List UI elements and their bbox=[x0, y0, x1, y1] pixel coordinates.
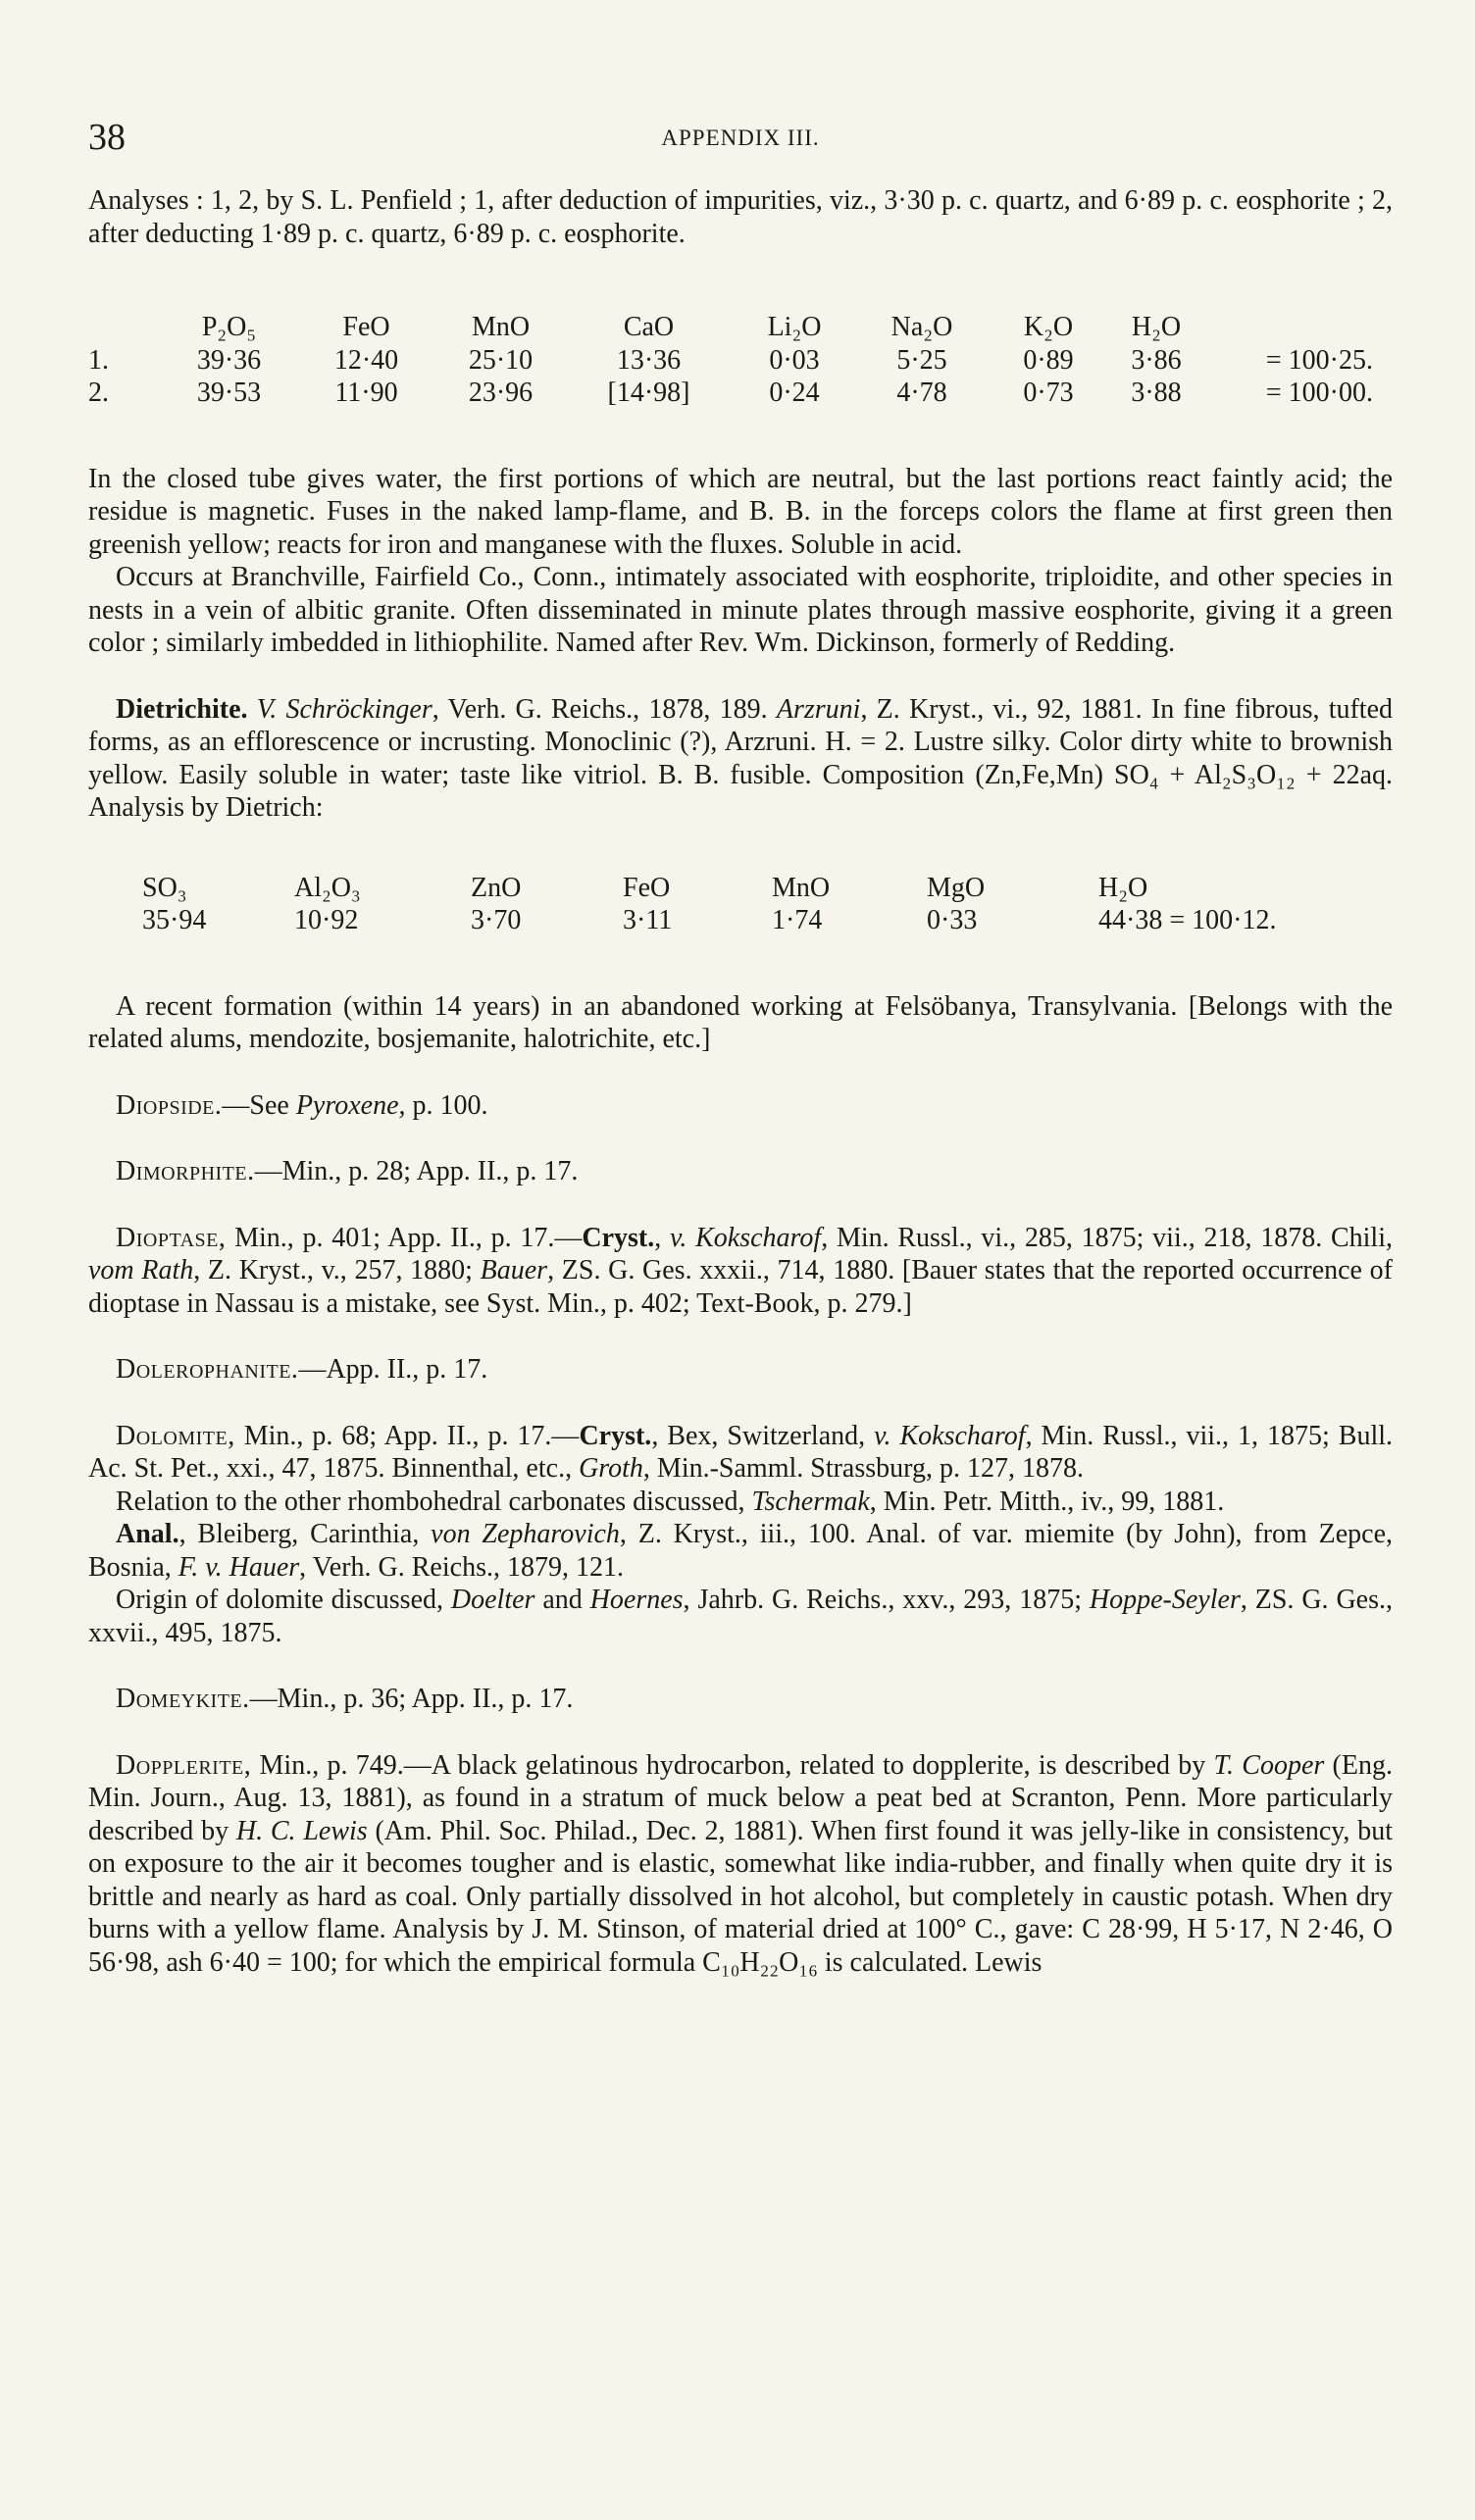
entry-diopside bbox=[88, 1089, 1393, 1123]
author-ref: Groth bbox=[579, 1453, 643, 1484]
table-cell: 35·94 bbox=[142, 905, 207, 935]
author-ref: Arzruni bbox=[776, 693, 861, 725]
entry-text: Min., p. 401; App. II., p. 17.— bbox=[226, 1222, 583, 1253]
table-cell: 23·96 bbox=[468, 378, 534, 408]
table-row bbox=[88, 377, 1373, 410]
paragraph-occurrence: Occurs at Branchville, Fairfield Co., Conn., intimately associated with eosphorite, triploidite, and other species in nests in a vein of albitic granite. Often disseminated in minute plates through massive eosphorite, giving it a green color ; similarly imbedded in lithiophilite. Named after Rev. Wm. Dickinson, formerly of Redding. bbox=[88, 562, 1393, 658]
column-header: MnO bbox=[772, 872, 831, 903]
entry-text: Min., p. 68; App. II., p. 17.— bbox=[234, 1420, 580, 1451]
author-ref: H. C. Lewis bbox=[235, 1815, 368, 1846]
entry-title: Dietrichite. bbox=[116, 693, 248, 725]
entry-text: , Bleiberg, Carinthia, bbox=[178, 1519, 432, 1549]
entry-title: Dolomite, bbox=[116, 1420, 235, 1451]
section-label: Anal. bbox=[116, 1519, 179, 1549]
dolomite-analysis bbox=[88, 1518, 1393, 1584]
author-ref: Doelter bbox=[450, 1585, 535, 1615]
entry-text: and bbox=[534, 1585, 590, 1615]
cross-reference: Pyroxene, bbox=[295, 1089, 406, 1121]
entry-text: , Min. Russl., vi., 285, 1875; vii., 218, 1878. Chili, bbox=[821, 1222, 1393, 1253]
section-label: Cryst. bbox=[582, 1222, 655, 1253]
entry-text: , Min.-Samml. Strassburg, p. 127, 1878. bbox=[642, 1453, 1084, 1484]
table-cell: 3·11 bbox=[623, 905, 673, 935]
author-ref: v. Kokscharof bbox=[874, 1420, 1026, 1451]
column-header: MgO bbox=[927, 872, 986, 903]
entry-text: Min., p. 749.—A black gelatinous hydrocarbon, related to dopplerite, is described by bbox=[251, 1749, 1214, 1781]
dolomite-origin bbox=[88, 1584, 1393, 1649]
author-ref: Bauer bbox=[480, 1255, 548, 1285]
entry-title: Dimorphite. bbox=[116, 1156, 255, 1186]
entry-text: —Min., p. 36; App. II., p. 17. bbox=[249, 1684, 574, 1714]
entry-text: , Min. Russl., vii., 1, 1875; Bull. Ac. St. Pet., xxi., 47, 1875. Binnenthal, etc., bbox=[88, 1420, 1394, 1484]
total-header bbox=[1200, 311, 1373, 344]
table-cell: 11·90 bbox=[334, 378, 398, 408]
entry-text: , Min. Petr. Mitth., iv., 99, 1881. bbox=[869, 1486, 1225, 1517]
entry-text: , Z. Kryst., iii., 100. Anal. of var. miemite (by John), from Zepce, Bosnia, bbox=[88, 1519, 1393, 1583]
table-cell: 3·86 bbox=[1131, 344, 1182, 376]
author-ref: v. Kokscharof bbox=[670, 1222, 822, 1253]
author-ref: von Zepharovich bbox=[431, 1519, 620, 1549]
table-cell: 39·53 bbox=[196, 378, 262, 408]
entry-text: Origin of dolomite discussed, bbox=[116, 1585, 451, 1615]
column-header: CaO bbox=[623, 312, 675, 342]
paragraph-recent-formation: A recent formation (within 14 years) in an abandoned working at Felsöbanya, Transylvania. [Belongs with the related alums, mendozite, bosjemanite, halotrichite, etc.] bbox=[88, 990, 1393, 1054]
column-header: ZnO bbox=[471, 872, 522, 903]
entry-text: —See bbox=[222, 1089, 296, 1121]
table-corner bbox=[88, 311, 159, 344]
page-body bbox=[88, 184, 1393, 1979]
author-ref: vom Rath bbox=[88, 1255, 194, 1285]
table-cell: 3·88 bbox=[1131, 378, 1182, 408]
column-header: FeO bbox=[342, 312, 390, 342]
analyses-intro: Analyses : 1, 2, by S. L. Penfield ; 1, after deduction of impurities, viz., 3·30 p. c. quartz, and 6·89 p. c. eosphorite ; 2, after deducting 1·89 p. c. quartz, 6·89 p. c. eosphorite. bbox=[88, 185, 1393, 249]
entry-dolerophanite bbox=[88, 1353, 1393, 1386]
row-total: = 100·00. bbox=[1265, 378, 1373, 408]
entry-title: Dolerophanite. bbox=[116, 1354, 299, 1385]
entry-text: (Eng. Min. Journ., Aug. 13, 1881), as found in a stratum of muck below a peat bed at Scranton, Penn. More particularly described by bbox=[88, 1749, 1393, 1846]
table-cell: 13·36 bbox=[616, 344, 682, 376]
section-label: Cryst. bbox=[579, 1420, 652, 1451]
author-ref: F. v. Hauer bbox=[178, 1551, 300, 1583]
entry-text: (Am. Phil. Soc. Philad., Dec. 2, 1881). When first found it was jelly-like in consistency, but on exposure to the air it becomes tougher and is elastic, somewhat like india-rubber, and finally when quite dry it is brittle and nearly as hard as coal. Only partially dissolved in hot alcohol, but completely in caustic potash. When dry burns with a yellow flame. Analysis by J. M. Stinson, of material dried at 100° C., gave: C 28·99, H 5·17, N 2·46, O 56·98, ash 6·40 = 100; for which the empirical formula C₁₀H₂₂O₁₆ is calculated. Lewis bbox=[88, 1815, 1393, 1978]
entry-dolomite bbox=[88, 1420, 1393, 1486]
entry-text: , Z. Kryst., vi., 92, 1881. In fine fibrous, tufted forms, as an efflorescence or incrusting. Monoclinic (?), Arzruni. H. = 2. Lustre silky. Color dirty white to brownish yellow. Easily soluble in water; taste like vitriol. B. B. fusible. Composition (Zn,Fe,Mn) SO₄ + Al₂S₃O₁₂ + 22aq. Analysis by Dietrich: bbox=[88, 693, 1394, 823]
table-cell: 10·92 bbox=[294, 905, 359, 935]
paragraph-closed-tube: In the closed tube gives water, the first portions of which are neutral, but the last portions react faintly acid; the residue is magnetic. Fuses in the naked lamp-flame, and B. B. in the forceps colors the flame at first green then greenish yellow; reacts for iron and manganese with the fluxes. Soluble in acid. bbox=[88, 463, 1393, 560]
column-header: MnO bbox=[471, 312, 531, 342]
entry-title: Domeykite. bbox=[116, 1684, 250, 1714]
table-row bbox=[142, 904, 1276, 937]
entry-text: p. 100. bbox=[405, 1089, 488, 1121]
table-cell: 25·10 bbox=[468, 344, 534, 376]
entry-domeykite bbox=[88, 1683, 1393, 1716]
entry-title: Dopplerite, bbox=[116, 1749, 252, 1781]
entry-text: , Z. Kryst., v., 257, 1880; bbox=[193, 1255, 481, 1285]
entry-title: Dioptase, bbox=[116, 1222, 227, 1253]
entry-dioptase bbox=[88, 1222, 1393, 1321]
table-cell: 3·70 bbox=[471, 905, 522, 935]
table-cell: [14·98] bbox=[607, 378, 690, 408]
table-header-row bbox=[88, 311, 1373, 344]
row-label: 2. bbox=[88, 378, 109, 408]
column-header: Al₂O₃ bbox=[294, 872, 361, 903]
table-cell: 0·73 bbox=[1023, 378, 1074, 408]
column-header: SO₃ bbox=[142, 872, 187, 903]
row-total: = 100·25. bbox=[1265, 344, 1373, 376]
column-header: H₂O bbox=[1098, 872, 1148, 903]
column-header: Li₂O bbox=[767, 312, 822, 342]
column-header: FeO bbox=[623, 872, 671, 903]
entry-text: —App. II., p. 17. bbox=[298, 1354, 488, 1385]
analysis-table-1 bbox=[88, 311, 1373, 410]
author-ref: T. Cooper bbox=[1213, 1749, 1325, 1781]
entry-text: , ZS. G. Ges., xxvii., 495, 1875. bbox=[88, 1585, 1393, 1648]
entry-text: , ZS. G. Ges. xxxii., 714, 1880. [Bauer states that the reported occurrence of dioptase in Nassau is a mistake, see Syst. Min., p. 402; Text-Book, p. 279.] bbox=[88, 1255, 1393, 1319]
table-row bbox=[88, 344, 1373, 378]
running-title: APPENDIX III. bbox=[661, 126, 820, 150]
table-cell: 39·36 bbox=[196, 344, 262, 376]
column-header: K₂O bbox=[1023, 312, 1074, 342]
entry-text: , Verh. G. Reichs., 1878, 189. bbox=[432, 693, 777, 725]
author-ref: Hoppe-Seyler bbox=[1089, 1585, 1241, 1615]
table-cell: 0·24 bbox=[769, 378, 820, 408]
entry-text: —Min., p. 28; App. II., p. 17. bbox=[254, 1156, 579, 1186]
analysis-table-2 bbox=[142, 872, 1276, 937]
table-cell: 0·03 bbox=[769, 344, 820, 376]
author-ref: Hoernes bbox=[589, 1585, 684, 1615]
entry-text: , Verh. G. Reichs., 1879, 121. bbox=[299, 1551, 624, 1583]
entry-text: , Jahrb. G. Reichs., xxv., 293, 1875; bbox=[683, 1585, 1090, 1615]
entry-dimorphite bbox=[88, 1155, 1393, 1188]
table-cell: 4·78 bbox=[896, 378, 947, 408]
entry-text: Relation to the other rhombohedral carbonates discussed, bbox=[116, 1486, 752, 1517]
page-header bbox=[88, 116, 1393, 158]
table-header-row bbox=[142, 872, 1276, 905]
table-cell: 44·38 = 100·12. bbox=[1098, 905, 1277, 935]
table-cell: 0·89 bbox=[1023, 344, 1074, 376]
column-header: P₂O₅ bbox=[201, 312, 257, 342]
entry-text: , bbox=[654, 1222, 671, 1253]
dolomite-relation bbox=[88, 1486, 1393, 1519]
table-cell: 5·25 bbox=[896, 344, 947, 376]
table-cell: 12·40 bbox=[333, 344, 399, 376]
table-cell: 1·74 bbox=[772, 905, 823, 935]
entry-dopplerite bbox=[88, 1749, 1393, 1980]
page-number: 38 bbox=[88, 117, 126, 158]
author-ref: Tschermak bbox=[751, 1486, 870, 1517]
table-cell: 0·33 bbox=[927, 905, 978, 935]
column-header: Na₂O bbox=[890, 312, 953, 342]
row-label: 1. bbox=[88, 344, 109, 376]
author-ref: V. Schröckinger bbox=[256, 693, 432, 725]
entry-dietrichite bbox=[88, 693, 1393, 825]
column-header: H₂O bbox=[1131, 312, 1182, 342]
entry-title: Diopside. bbox=[116, 1089, 223, 1121]
entry-text: , Bex, Switzerland, bbox=[651, 1420, 875, 1451]
